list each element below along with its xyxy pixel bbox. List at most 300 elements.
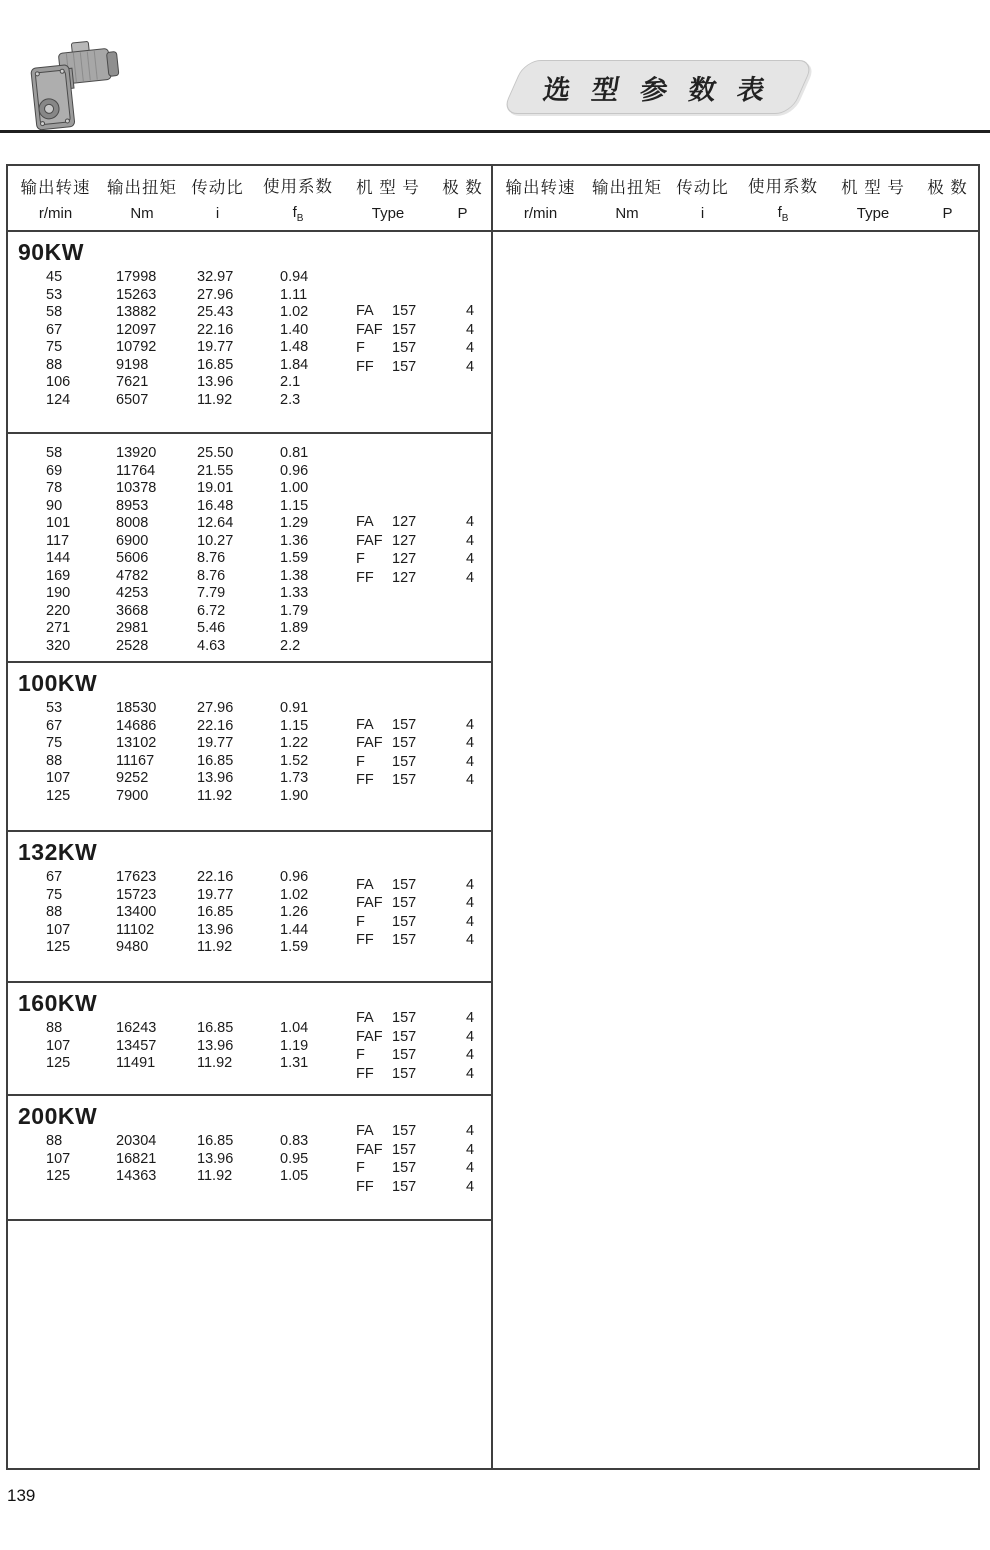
cell-ratio: 16.48 xyxy=(197,497,234,514)
col-header-poles: 极 数 P xyxy=(927,179,968,222)
cell-ratio: 12.64 xyxy=(197,515,234,531)
pole-count: 4 xyxy=(466,321,475,338)
cell-ratio: 6.72 xyxy=(197,602,226,619)
type-size: 157 xyxy=(392,1160,417,1177)
type-model: FAF xyxy=(356,895,383,912)
cell-ratio: 11.92 xyxy=(197,1168,233,1184)
cell-service-factor: 1.15 xyxy=(280,717,309,734)
cell-output-speed: 125 xyxy=(46,1168,71,1184)
pole-count: 4 xyxy=(466,551,475,567)
cell-service-factor: 1.40 xyxy=(280,321,309,338)
cell-ratio: 11.92 xyxy=(197,1055,233,1071)
cell-ratio: 22.16 xyxy=(197,321,234,338)
cell-ratio: 10.27 xyxy=(197,532,234,549)
col-header-service-factor: 使用系数 $f_B$ xyxy=(748,177,818,224)
table-row xyxy=(8,480,491,498)
cell-ratio: 16.85 xyxy=(197,356,234,373)
cell-output-speed: 271 xyxy=(46,620,71,636)
cell-output-torque: 4253 xyxy=(116,585,149,601)
table-row xyxy=(8,638,491,656)
type-model: FF xyxy=(356,1065,374,1082)
type-model: FF xyxy=(356,1178,374,1195)
cell-service-factor: 1.26 xyxy=(280,904,309,920)
cell-output-speed: 320 xyxy=(46,637,71,654)
section-rows xyxy=(8,1123,491,1195)
cell-ratio: 13.96 xyxy=(197,921,234,938)
cell-output-torque: 10792 xyxy=(116,339,157,355)
type-size: 157 xyxy=(392,303,417,319)
type-model: FF xyxy=(356,569,374,586)
pole-count: 4 xyxy=(466,1065,475,1082)
table-header-left xyxy=(8,166,491,232)
cell-output-speed: 107 xyxy=(46,1150,71,1167)
table-header-right xyxy=(493,166,978,232)
pole-count: 4 xyxy=(466,772,475,788)
cell-output-speed: 53 xyxy=(46,700,63,716)
cell-output-torque: 9252 xyxy=(116,770,149,786)
type-row xyxy=(356,876,488,895)
cell-output-speed: 58 xyxy=(46,304,63,320)
cell-service-factor: 1.04 xyxy=(280,1020,309,1036)
table-row xyxy=(8,445,491,463)
type-row xyxy=(356,894,488,913)
type-model: FAF xyxy=(356,1028,383,1045)
cell-ratio: 19.77 xyxy=(197,735,234,751)
cell-output-speed: 107 xyxy=(46,921,71,938)
cell-ratio: 13.96 xyxy=(197,1037,234,1054)
cell-service-factor: 1.79 xyxy=(280,602,309,619)
type-row xyxy=(356,513,488,532)
pole-count: 4 xyxy=(466,358,475,375)
cell-output-speed: 75 xyxy=(46,735,63,751)
cell-ratio: 27.96 xyxy=(197,286,234,303)
cell-service-factor: 1.11 xyxy=(280,286,308,303)
type-row xyxy=(356,1122,488,1141)
cell-output-torque: 18530 xyxy=(116,700,157,716)
cell-ratio: 16.85 xyxy=(197,1133,234,1149)
type-size: 157 xyxy=(392,895,417,912)
table-row xyxy=(8,620,491,638)
col-header-poles: 极 数 P xyxy=(442,179,483,222)
type-list xyxy=(356,302,488,376)
col-header-output-speed: 输出转速 r/min xyxy=(505,179,576,222)
cell-service-factor: 1.59 xyxy=(280,550,309,566)
type-row xyxy=(356,550,488,569)
type-model: FA xyxy=(356,303,374,319)
cell-service-factor: 0.81 xyxy=(280,445,309,461)
cell-output-speed: 88 xyxy=(46,752,63,769)
type-model: FA xyxy=(356,514,374,530)
cell-output-speed: 101 xyxy=(46,515,71,531)
type-model: F xyxy=(356,1160,365,1177)
col-header-output-torque: 输出扭矩 Nm xyxy=(107,179,177,222)
cell-output-torque: 8953 xyxy=(116,497,149,514)
cell-service-factor: 1.44 xyxy=(280,921,309,938)
pole-count: 4 xyxy=(466,932,475,949)
cell-output-speed: 67 xyxy=(46,717,63,734)
cell-output-torque: 16243 xyxy=(116,1020,157,1036)
pole-count: 4 xyxy=(466,1028,475,1045)
type-size: 157 xyxy=(392,340,417,356)
cell-output-speed: 220 xyxy=(46,602,71,619)
type-list xyxy=(356,716,488,790)
col-header-ratio: 传动比 i xyxy=(191,179,244,222)
cell-ratio: 32.97 xyxy=(197,269,234,285)
cell-output-torque: 11491 xyxy=(116,1055,156,1071)
cell-output-torque: 2981 xyxy=(116,620,149,636)
table-row xyxy=(8,603,491,621)
type-size: 157 xyxy=(392,753,417,770)
type-size: 157 xyxy=(392,321,417,338)
cell-service-factor: 1.19 xyxy=(280,1037,309,1054)
type-size: 127 xyxy=(392,551,417,567)
type-row xyxy=(356,1009,488,1028)
cell-service-factor: 1.48 xyxy=(280,339,309,355)
cell-output-speed: 88 xyxy=(46,356,63,373)
pole-count: 4 xyxy=(466,876,475,893)
cell-ratio: 8.76 xyxy=(197,567,226,584)
cell-service-factor: 0.95 xyxy=(280,1150,309,1167)
cell-service-factor: 0.96 xyxy=(280,869,309,885)
cell-ratio: 21.55 xyxy=(197,462,234,479)
cell-ratio: 4.63 xyxy=(197,637,226,654)
type-row xyxy=(356,1046,488,1065)
type-model: FA xyxy=(356,716,374,733)
cell-service-factor: 0.96 xyxy=(280,462,309,479)
cell-output-torque: 14363 xyxy=(116,1168,157,1184)
pole-count: 4 xyxy=(466,913,475,930)
cell-output-speed: 169 xyxy=(46,567,71,584)
type-size: 127 xyxy=(392,569,417,586)
cell-output-speed: 125 xyxy=(46,787,71,804)
cell-service-factor: 1.33 xyxy=(280,585,309,601)
cell-service-factor: 1.05 xyxy=(280,1168,309,1184)
col-header-type: 机 型 号 Type xyxy=(841,179,905,222)
pole-count: 4 xyxy=(466,1123,475,1140)
cell-output-torque: 2528 xyxy=(116,637,149,654)
type-row xyxy=(356,1028,488,1047)
section-rows xyxy=(8,869,491,957)
cell-output-speed: 107 xyxy=(46,770,71,786)
cell-output-torque: 17998 xyxy=(116,269,157,285)
col-header-type: 机 型 号 Type xyxy=(356,179,420,222)
cell-output-torque: 6507 xyxy=(116,391,149,408)
col-header-ratio: 传动比 i xyxy=(676,179,729,222)
pole-count: 4 xyxy=(466,532,475,549)
type-row xyxy=(356,532,488,551)
type-size: 157 xyxy=(392,1047,417,1064)
cell-ratio: 16.85 xyxy=(197,904,234,920)
cell-output-torque: 11102 xyxy=(116,921,155,938)
pole-count: 4 xyxy=(466,1047,475,1064)
type-model: FF xyxy=(356,358,374,375)
table-left-column xyxy=(8,166,493,1468)
type-model: FAF xyxy=(356,735,383,751)
col-header-service-factor: 使用系数 $f_B$ xyxy=(263,177,333,224)
cell-output-speed: 107 xyxy=(46,1037,71,1054)
cell-output-torque: 12097 xyxy=(116,321,157,338)
type-row xyxy=(356,771,488,790)
cell-ratio: 13.96 xyxy=(197,1150,234,1167)
type-model: FAF xyxy=(356,532,383,549)
col-header-output-torque: 输出扭矩 Nm xyxy=(592,179,662,222)
cell-output-torque: 16821 xyxy=(116,1150,157,1167)
type-row xyxy=(356,753,488,772)
pole-count: 4 xyxy=(466,753,475,770)
type-list xyxy=(356,1122,488,1196)
cell-output-speed: 144 xyxy=(46,550,71,566)
cell-output-torque: 9480 xyxy=(116,939,149,955)
cell-ratio: 5.46 xyxy=(197,620,226,636)
cell-output-torque: 17623 xyxy=(116,869,157,885)
type-row xyxy=(356,1159,488,1178)
cell-output-torque: 15723 xyxy=(116,886,157,903)
cell-service-factor: 1.84 xyxy=(280,356,309,373)
section-title: 90KW xyxy=(18,239,84,265)
cell-ratio: 11.92 xyxy=(197,939,233,955)
type-model: F xyxy=(356,753,365,770)
type-model: F xyxy=(356,1047,365,1064)
cell-ratio: 22.16 xyxy=(197,869,234,885)
cell-output-speed: 67 xyxy=(46,321,63,338)
cell-service-factor: 1.00 xyxy=(280,480,309,496)
pole-count: 4 xyxy=(466,1160,475,1177)
cell-service-factor: 1.73 xyxy=(280,770,309,786)
type-size: 157 xyxy=(392,772,417,788)
header-divider-rule xyxy=(0,130,990,133)
type-size: 157 xyxy=(392,913,417,930)
cell-service-factor: 1.59 xyxy=(280,939,309,955)
type-row xyxy=(356,569,488,588)
cell-service-factor: 1.29 xyxy=(280,515,309,531)
type-size: 157 xyxy=(392,735,417,751)
type-row xyxy=(356,734,488,753)
cell-ratio: 16.85 xyxy=(197,1020,234,1036)
gearmotor-product-image xyxy=(20,40,132,136)
cell-output-speed: 190 xyxy=(46,585,71,601)
cell-ratio: 13.96 xyxy=(197,770,234,786)
cell-ratio: 11.92 xyxy=(197,391,233,408)
cell-ratio: 11.92 xyxy=(197,787,233,804)
type-model: FA xyxy=(356,1010,374,1027)
section-rows xyxy=(8,269,491,409)
cell-ratio: 8.76 xyxy=(197,550,226,566)
cell-ratio: 7.79 xyxy=(197,585,226,601)
section-132kw xyxy=(8,839,491,983)
type-size: 157 xyxy=(392,1065,417,1082)
title-banner xyxy=(501,60,815,114)
table-row xyxy=(8,374,491,392)
table-row xyxy=(8,269,491,287)
cell-output-speed: 75 xyxy=(46,886,63,903)
table-row xyxy=(8,788,491,806)
type-row xyxy=(356,1141,488,1160)
type-model: FA xyxy=(356,876,374,893)
cell-ratio: 19.77 xyxy=(197,886,234,903)
cell-output-torque: 6900 xyxy=(116,532,149,549)
cell-output-torque: 20304 xyxy=(116,1133,157,1149)
cell-service-factor: 1.36 xyxy=(280,532,309,549)
cell-output-speed: 58 xyxy=(46,445,63,461)
cell-output-torque: 13102 xyxy=(116,735,157,751)
cell-output-speed: 125 xyxy=(46,939,71,955)
table-right-column xyxy=(493,166,978,1468)
cell-service-factor: 2.3 xyxy=(280,391,301,408)
cell-output-speed: 69 xyxy=(46,462,63,479)
cell-ratio: 19.01 xyxy=(197,480,234,496)
cell-output-torque: 9198 xyxy=(116,356,149,373)
pole-count: 4 xyxy=(466,716,475,733)
cell-ratio: 25.43 xyxy=(197,304,234,320)
cell-service-factor: 1.02 xyxy=(280,886,309,903)
section-title: 132KW xyxy=(18,839,98,865)
section-title: 100KW xyxy=(18,670,98,696)
section-200kw xyxy=(8,1103,491,1221)
cell-output-torque: 4782 xyxy=(116,567,149,584)
cell-service-factor: 0.91 xyxy=(280,700,309,716)
type-size: 127 xyxy=(392,532,417,549)
page-number: 139 xyxy=(7,1486,36,1505)
type-size: 157 xyxy=(392,1141,417,1158)
pole-count: 4 xyxy=(466,1141,475,1158)
cell-output-torque: 13882 xyxy=(116,304,157,320)
cell-output-torque: 7621 xyxy=(116,374,149,390)
parameter-table xyxy=(6,164,980,1470)
page-title: 选 型 参 数 表 xyxy=(541,74,774,105)
pole-count: 4 xyxy=(466,514,475,530)
type-list xyxy=(356,1009,488,1083)
cell-output-torque: 5606 xyxy=(116,550,149,566)
cell-output-speed: 90 xyxy=(46,497,63,514)
type-row xyxy=(356,321,488,340)
section-continued xyxy=(8,434,491,663)
cell-output-torque: 11764 xyxy=(116,462,156,479)
section-100kw xyxy=(8,670,491,832)
type-size: 127 xyxy=(392,514,417,530)
type-row xyxy=(356,339,488,358)
cell-ratio: 13.96 xyxy=(197,374,234,390)
section-rows xyxy=(8,700,491,805)
cell-ratio: 19.77 xyxy=(197,339,234,355)
cell-output-torque: 13920 xyxy=(116,445,157,461)
type-model: FAF xyxy=(356,321,383,338)
cell-output-torque: 11167 xyxy=(116,752,155,769)
cell-output-torque: 3668 xyxy=(116,602,149,619)
pole-count: 4 xyxy=(466,303,475,319)
cell-service-factor: 1.38 xyxy=(280,567,309,584)
type-model: F xyxy=(356,551,365,567)
cell-service-factor: 2.1 xyxy=(280,374,301,390)
cell-output-speed: 75 xyxy=(46,339,63,355)
cell-ratio: 27.96 xyxy=(197,700,234,716)
cell-service-factor: 0.94 xyxy=(280,269,309,285)
type-size: 157 xyxy=(392,932,417,949)
cell-service-factor: 1.15 xyxy=(280,497,309,514)
section-160kw xyxy=(8,990,491,1096)
cell-output-speed: 106 xyxy=(46,374,71,390)
cell-output-speed: 88 xyxy=(46,904,63,920)
cell-output-torque: 10378 xyxy=(116,480,157,496)
cell-output-torque: 15263 xyxy=(116,286,157,303)
table-row xyxy=(8,463,491,481)
type-list xyxy=(356,876,488,950)
cell-output-torque: 8008 xyxy=(116,515,149,531)
cell-output-speed: 124 xyxy=(46,391,71,408)
type-size: 157 xyxy=(392,876,417,893)
pole-count: 4 xyxy=(466,895,475,912)
type-row xyxy=(356,931,488,950)
type-model: FAF xyxy=(356,1141,383,1158)
pole-count: 4 xyxy=(466,1178,475,1195)
type-size: 157 xyxy=(392,1123,417,1140)
pole-count: 4 xyxy=(466,1010,475,1027)
cell-output-speed: 45 xyxy=(46,269,63,285)
type-list xyxy=(356,513,488,587)
type-row xyxy=(356,302,488,321)
table-row xyxy=(8,392,491,410)
type-size: 157 xyxy=(392,1010,417,1027)
cell-service-factor: 1.52 xyxy=(280,752,309,769)
pole-count: 4 xyxy=(466,735,475,751)
cell-output-speed: 117 xyxy=(46,532,70,549)
left-table-body xyxy=(8,239,491,1221)
cell-output-torque: 13457 xyxy=(116,1037,157,1054)
type-row xyxy=(356,913,488,932)
cell-service-factor: 0.83 xyxy=(280,1133,309,1149)
cell-service-factor: 1.89 xyxy=(280,620,309,636)
type-size: 157 xyxy=(392,716,417,733)
type-size: 157 xyxy=(392,1178,417,1195)
type-model: FF xyxy=(356,772,374,788)
cell-ratio: 25.50 xyxy=(197,445,234,461)
section-90kw xyxy=(8,239,491,434)
cell-service-factor: 1.02 xyxy=(280,304,309,320)
pole-count: 4 xyxy=(466,340,475,356)
type-model: FA xyxy=(356,1123,374,1140)
type-row xyxy=(356,716,488,735)
type-model: FF xyxy=(356,932,374,949)
cell-service-factor: 1.22 xyxy=(280,735,309,751)
cell-service-factor: 2.2 xyxy=(280,637,301,654)
cell-output-torque: 13400 xyxy=(116,904,157,920)
cell-output-speed: 125 xyxy=(46,1055,71,1071)
table-row xyxy=(8,585,491,603)
type-size: 157 xyxy=(392,358,417,375)
cell-service-factor: 1.90 xyxy=(280,787,309,804)
cell-output-torque: 7900 xyxy=(116,787,149,804)
cell-output-speed: 53 xyxy=(46,286,63,303)
section-rows xyxy=(8,445,491,655)
section-title: 160KW xyxy=(18,990,98,1016)
type-row xyxy=(356,1065,488,1084)
cell-output-speed: 88 xyxy=(46,1133,63,1149)
cell-output-speed: 88 xyxy=(46,1020,63,1036)
type-row xyxy=(356,1178,488,1197)
type-row xyxy=(356,358,488,377)
cell-ratio: 16.85 xyxy=(197,752,234,769)
cell-output-torque: 14686 xyxy=(116,717,157,734)
cell-output-speed: 67 xyxy=(46,869,63,885)
type-size: 157 xyxy=(392,1028,417,1045)
section-rows xyxy=(8,1010,491,1082)
cell-service-factor: 1.31 xyxy=(280,1055,309,1071)
type-model: F xyxy=(356,913,365,930)
cell-ratio: 22.16 xyxy=(197,717,234,734)
col-header-output-speed: 输出转速 r/min xyxy=(20,179,91,222)
type-model: F xyxy=(356,340,365,356)
section-title: 200KW xyxy=(18,1103,98,1129)
cell-output-speed: 78 xyxy=(46,480,63,496)
